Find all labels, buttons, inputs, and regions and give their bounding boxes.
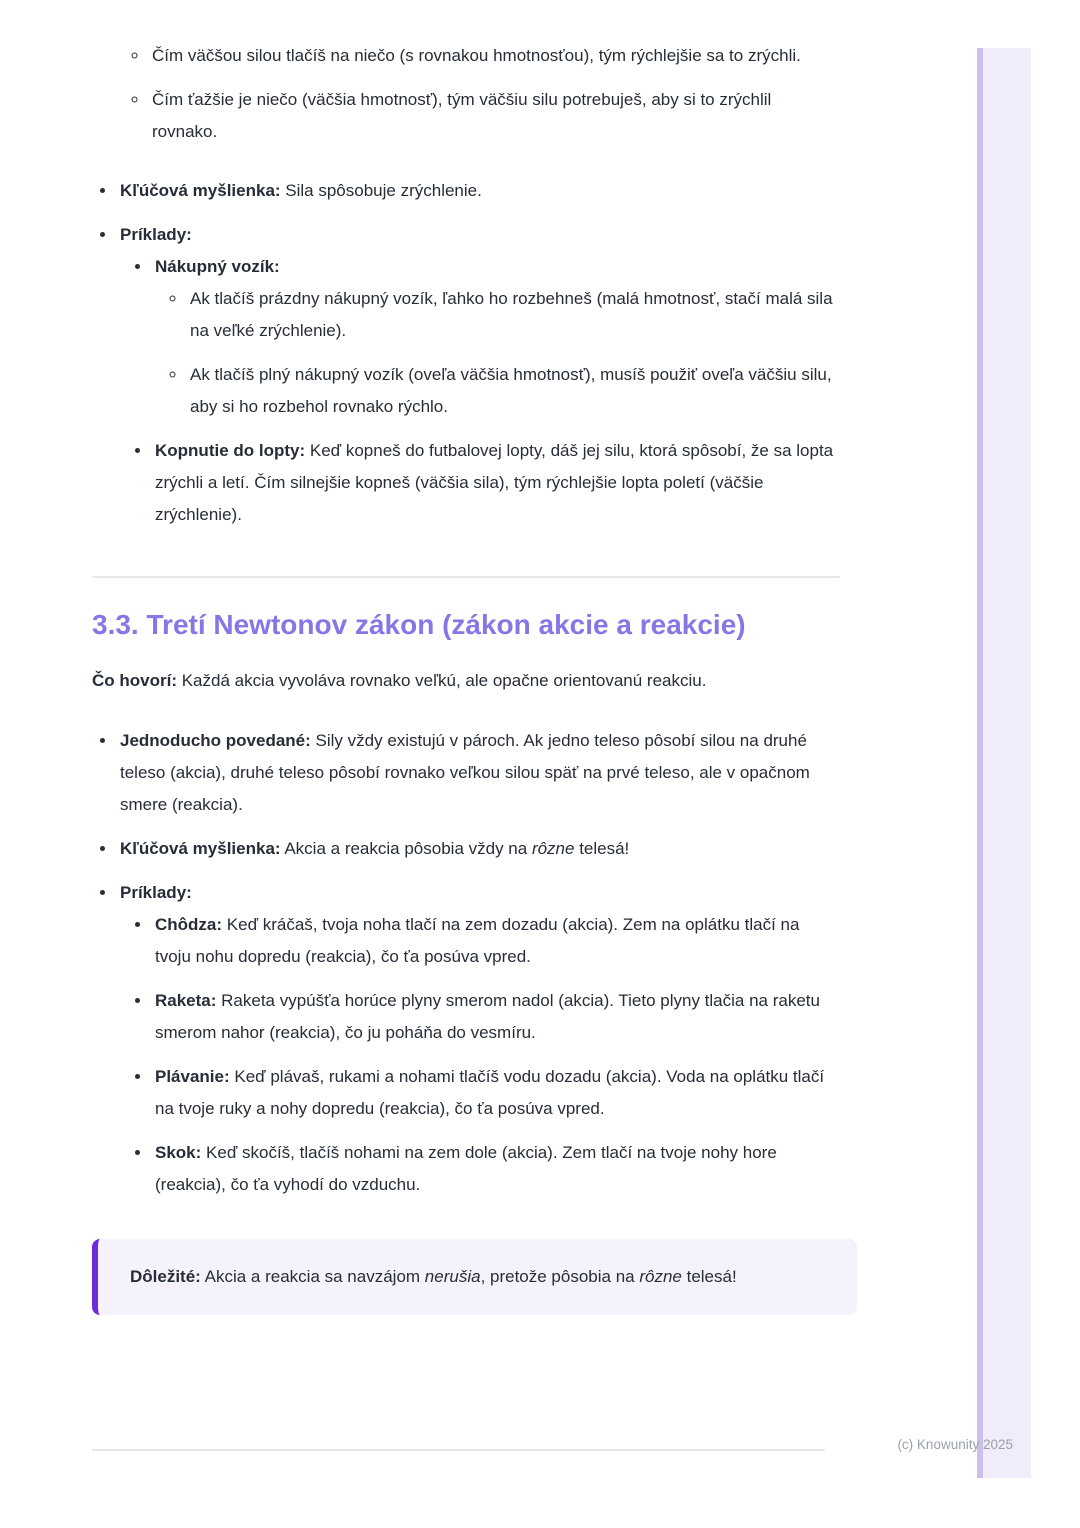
callout-text: telesá!	[681, 1267, 737, 1286]
bold-label: Čo hovorí:	[92, 671, 177, 690]
list-item-text: Akcia a reakcia pôsobia vždy na	[280, 839, 532, 858]
paragraph-text: Každá akcia vyvoláva rovnako veľkú, ale opačne orientovanú reakciu.	[177, 671, 707, 690]
bold-label: Raketa:	[155, 991, 217, 1010]
list-item	[187, 359, 840, 423]
italic-text: nerušia	[424, 1267, 481, 1286]
important-callout	[92, 1239, 857, 1315]
bold-label: Príklady:	[120, 225, 192, 244]
copyright-footer: (c) Knowunity 2025	[897, 1437, 1013, 1452]
italic-text: rôzne	[531, 839, 575, 858]
list-item-walking	[152, 909, 840, 973]
list-item-text: Raketa vypúšťa horúce plyny smerom nadol (akcia). Tieto plyny tlačia na raketu smerom nahor (reakcia), čo ju poháňa do vesmíru.	[155, 991, 820, 1042]
list-item-simple	[117, 725, 840, 821]
list-item-key-idea	[117, 833, 840, 865]
newton3-main-list	[92, 725, 840, 1201]
list-item-examples	[117, 219, 840, 531]
callout-text: , pretože pôsobia na	[480, 1267, 640, 1286]
list-item	[187, 283, 840, 347]
bold-label: Skok:	[155, 1143, 202, 1162]
newton2-examples-list	[120, 251, 840, 531]
bold-label: Plávanie:	[155, 1067, 230, 1086]
newton3-examples-list	[120, 909, 840, 1201]
italic-text: rôzne	[639, 1267, 682, 1286]
next-page-edge-strip	[977, 48, 1031, 1478]
bold-label: Chôdza:	[155, 915, 223, 934]
list-item-text: Čím ťažšie je niečo (väčšia hmotnosť), tým väčšiu silu potrebuješ, aby si to zrýchlil rovnako.	[152, 90, 772, 141]
bold-label: Kopnutie do lopty:	[155, 441, 306, 460]
bold-label: Nákupný vozík:	[155, 257, 280, 276]
cart-points-list	[155, 283, 840, 423]
list-item	[149, 84, 840, 148]
list-item-text: telesá!	[574, 839, 630, 858]
list-item	[149, 40, 840, 72]
callout-text: Akcia a reakcia sa navzájom	[200, 1267, 425, 1286]
document-content	[92, 40, 840, 1315]
list-item-text: Sila spôsobuje zrýchlenie.	[280, 181, 482, 200]
footer-divider	[92, 1449, 825, 1451]
list-item-kick	[152, 435, 840, 531]
list-item-text: Sily vždy existujú v pároch. Ak jedno teleso pôsobí silou na druhé teleso (akcia), druhé teleso pôsobí rovnako veľkou silou späť na prvé teleso, ale v opačnom smere (reakcia).	[120, 731, 810, 814]
list-item-rocket	[152, 985, 840, 1049]
newton2-main-list	[92, 175, 840, 531]
bold-label: Príklady:	[120, 883, 192, 902]
bold-label: Kľúčová myšlienka:	[120, 181, 281, 200]
list-item-text: Keď skočíš, tlačíš nohami na zem dole (akcia). Zem tlačí na tvoje nohy hore (reakcia), čo ťa vyhodí do vzduchu.	[155, 1143, 777, 1194]
bold-label: Jednoducho povedané:	[120, 731, 311, 750]
list-item-text: Čím väčšou silou tlačíš na niečo (s rovnakou hmotnosťou), tým rýchlejšie sa to zrýchli.	[152, 46, 801, 65]
list-item-text: Ak tlačíš prázdny nákupný vozík, ľahko ho rozbehneš (malá hmotnosť, stačí malá sila na veľké zrýchlenie).	[190, 289, 833, 340]
section-heading: 3.3. Tretí Newtonov zákon (zákon akcie a reakcie)	[92, 609, 746, 640]
bold-label: Dôležité:	[130, 1267, 201, 1286]
list-item-text: Ak tlačíš plný nákupný vozík (oveľa väčšia hmotnosť), musíš použiť oveľa väčšiu silu, aby si ho rozbehol rovnako rýchlo.	[190, 365, 832, 416]
list-item-text: Keď kopneš do futbalovej lopty, dáš jej silu, ktorá spôsobí, že sa lopta zrýchli a letí. Čím silnejšie kopneš (väčšia sila), tým rýchlejšie lopta poletí (väčšie zrýchlenie).	[155, 441, 834, 524]
list-item-key-idea	[117, 175, 840, 207]
bold-label: Kľúčová myšlienka:	[120, 839, 281, 858]
list-item-jump	[152, 1137, 840, 1201]
list-item-cart	[152, 251, 840, 423]
section-intro-paragraph	[92, 665, 840, 697]
callout-paragraph	[130, 1258, 829, 1296]
newton2-subpoints-list	[124, 40, 840, 148]
list-item-examples	[117, 877, 840, 1201]
list-item-text: Keď plávaš, rukami a nohami tlačíš vodu dozadu (akcia). Voda na oplátku tlačí na tvoje ruky a nohy dopredu (reakcia), čo ťa posúva vpred.	[155, 1067, 825, 1118]
list-item-text: Keď kráčaš, tvoja noha tlačí na zem dozadu (akcia). Zem na oplátku tlačí na tvoju nohu dopredu (reakcia), čo ťa posúva vpred.	[155, 915, 800, 966]
section-divider	[92, 576, 840, 578]
list-item-swimming	[152, 1061, 840, 1125]
